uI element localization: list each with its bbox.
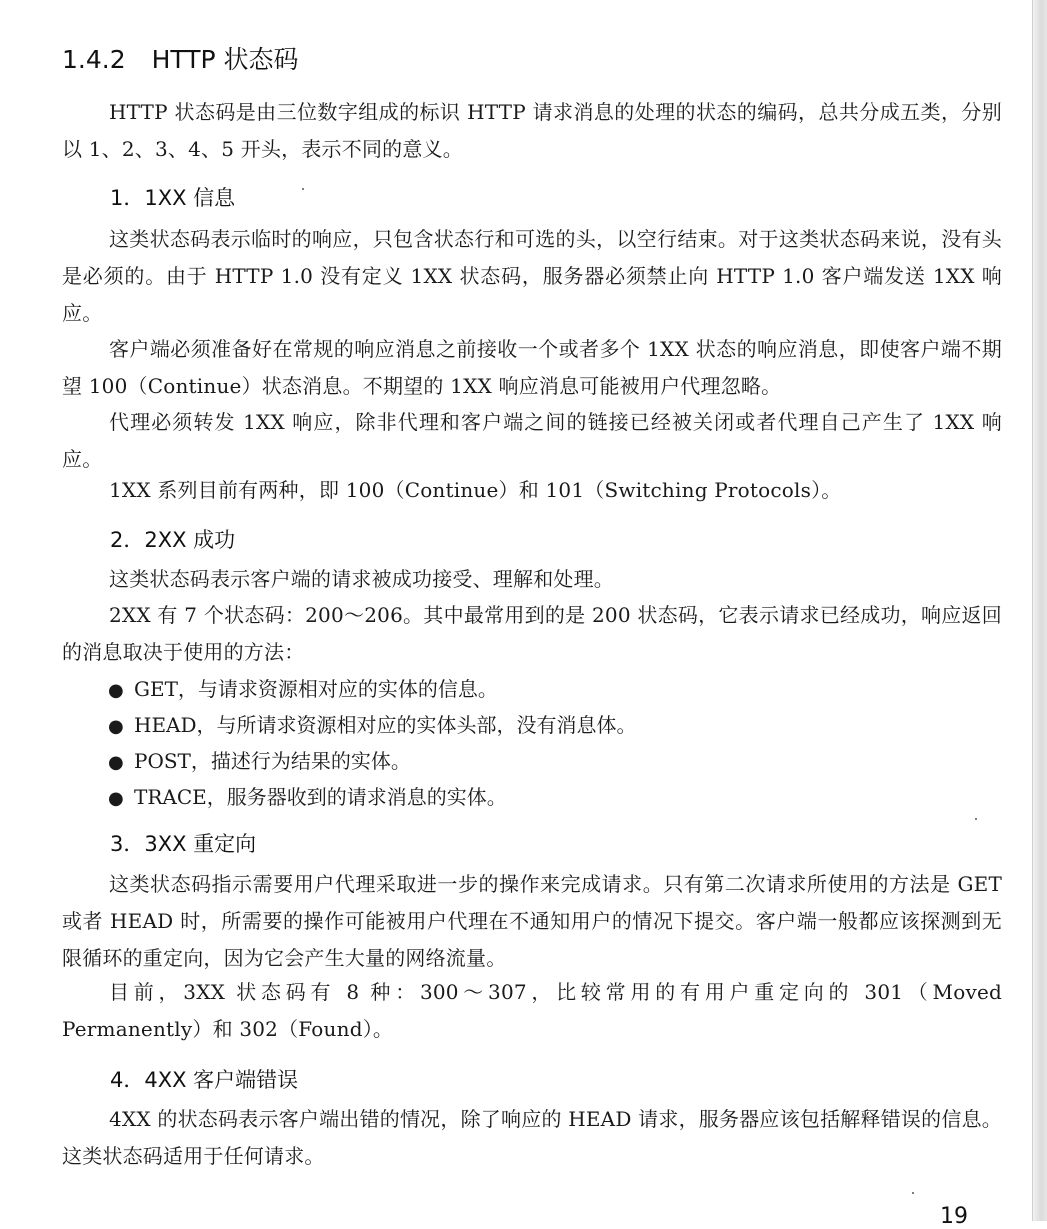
bullet-icon: ● bbox=[108, 788, 124, 809]
paragraph-4xx-definition: 4XX 的状态码表示客户端出错的情况，除了响应的 HEAD 请求，服务器应该包括解释错误的信息。这类状态码适用于任何请求。 bbox=[62, 1107, 1002, 1168]
intro-paragraph: HTTP 状态码是由三位数字组成的标识 HTTP 请求消息的处理的状态的编码，总共分成五类，分别以 1、2、3、4、5 开头，表示不同的意义。 bbox=[62, 100, 1002, 161]
subsection-4xx-title: 4．4XX 客户端错误 bbox=[110, 1068, 299, 1092]
list-item: ● GET，与请求资源相对应的实体的信息。 bbox=[108, 671, 637, 707]
method-bullet-list bbox=[108, 671, 637, 815]
list-item: ● TRACE，服务器收到的请求消息的实体。 bbox=[108, 779, 637, 815]
section-number: 1.4.2 bbox=[62, 45, 126, 74]
paragraph-1xx-series: 1XX 系列目前有两种，即 100（Continue）和 101（Switching Protocols）。 bbox=[109, 478, 842, 502]
list-item: ● HEAD，与所请求资源相对应的实体头部，没有消息体。 bbox=[108, 707, 637, 743]
scan-speck bbox=[975, 818, 977, 820]
paragraph-2xx-codes: 2XX 有 7 个状态码：200～206。其中最常用到的是 200 状态码，它表示请求已经成功，响应返回的消息取决于使用的方法： bbox=[62, 603, 1002, 664]
scan-speck bbox=[302, 188, 304, 190]
list-item: ● POST，描述行为结果的实体。 bbox=[108, 743, 637, 779]
subsection-2xx-title: 2．2XX 成功 bbox=[110, 528, 236, 552]
subsection-1xx-title: 1．1XX 信息 bbox=[110, 186, 236, 210]
section-title: HTTP 状态码 bbox=[151, 45, 299, 74]
page-number: 19 bbox=[940, 1204, 968, 1229]
bullet-icon: ● bbox=[108, 716, 124, 737]
bullet-icon: ● bbox=[108, 680, 124, 701]
paragraph-3xx-definition: 这类状态码指示需要用户代理采取进一步的操作来完成请求。只有第二次请求所使用的方法是 GET 或者 HEAD 时，所需要的操作可能被用户代理在不通知用户的情况下提交。客户端一般都应该探测到无限循环的重定向，因为它会产生大量的网络流量。 bbox=[62, 872, 1002, 970]
scan-speck bbox=[912, 1192, 914, 1194]
paragraph-1xx-proxy: 代理必须转发 1XX 响应，除非代理和客户端之间的链接已经被关闭或者代理自己产生了 1XX 响应。 bbox=[62, 410, 1002, 471]
page-edge-shadow bbox=[1032, 0, 1047, 1221]
section-heading bbox=[62, 40, 299, 76]
paragraph-1xx-client: 客户端必须准备好在常规的响应消息之前接收一个或者多个 1XX 状态的响应消息，即使客户端不期望 100（Continue）状态消息。不期望的 1XX 响应消息可能被用户代理忽略。 bbox=[62, 337, 1002, 398]
paragraph-3xx-codes: 目前，3XX 状态码有 8 种：300～307，比较常用的有用户重定向的 301（Moved Permanently）和 302（Found）。 bbox=[62, 980, 1002, 1041]
subsection-3xx-title: 3．3XX 重定向 bbox=[110, 832, 257, 856]
bullet-icon: ● bbox=[108, 752, 124, 773]
paragraph-1xx-definition: 这类状态码表示临时的响应，只包含状态行和可选的头，以空行结束。对于这类状态码来说，没有头是必须的。由于 HTTP 1.0 没有定义 1XX 状态码，服务器必须禁止向 HTTP 1.0 客户端发送 1XX 响应。 bbox=[62, 227, 1002, 325]
paragraph-2xx-definition: 这类状态码表示客户端的请求被成功接受、理解和处理。 bbox=[109, 567, 614, 591]
